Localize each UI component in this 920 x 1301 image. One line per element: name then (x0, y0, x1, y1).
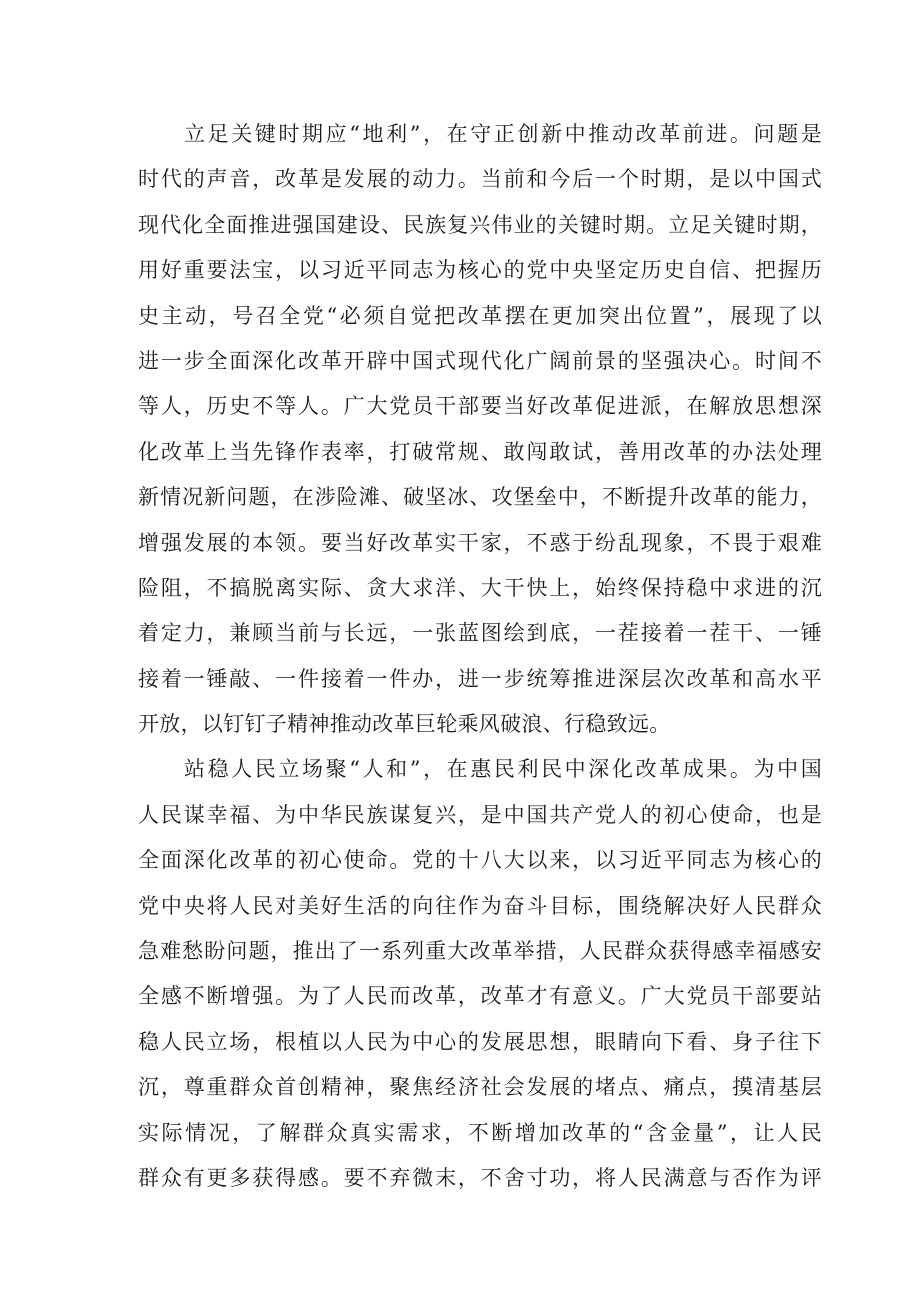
paragraph-line: 全面深化改革的初心使命。党的十八大以来，以习近平同志为核心的 (138, 848, 822, 873)
paragraph-line: 进一步全面深化改革开辟中国式现代化广阔前景的坚强决心。时间不 (138, 348, 822, 373)
paragraph-line: 接着一锤敲、一件接着一件办，进一步统筹推进深层次改革和高水平 (138, 666, 822, 691)
paragraph-line: 人民谋幸福、为中华民族谋复兴，是中国共产党人的初心使命，也是 (138, 802, 822, 827)
paragraph-line: 用好重要法宝，以习近平同志为核心的党中央坚定历史自信、把握历 (138, 258, 822, 283)
paragraph-line: 沉，尊重群众首创精神，聚焦经济社会发展的堵点、痛点，摸清基层 (138, 1075, 822, 1100)
paragraph-2 (138, 747, 822, 1201)
paragraph-line: 开放，以钉钉子精神推动改革巨轮乘风破浪、行稳致远。 (138, 712, 671, 737)
paragraph-line: 实际情况，了解群众真实需求，不断增加改革的“含金量”，让人民 (138, 1120, 822, 1145)
paragraph-line: 着定力，兼顾当前与长远，一张蓝图绘到底，一茬接着一茬干、一锤 (138, 621, 822, 646)
paragraph-line: 时代的声音，改革是发展的动力。当前和今后一个时期，是以中国式 (138, 167, 822, 192)
paragraph-line: 站稳人民立场聚“人和”，在惠民利民中深化改革成果。为中国 (184, 757, 822, 782)
paragraph-line: 立足关键时期应“地利”，在守正创新中推动改革前进。问题是 (184, 122, 822, 146)
paragraph-line: 现代化全面推进强国建设、民族复兴伟业的关键时期。立足关键时期， (138, 212, 822, 237)
paragraph-line: 稳人民立场，根植以人民为中心的发展思想，眼睛向下看、身子往下 (138, 1029, 822, 1054)
paragraph-line: 党中央将人民对美好生活的向往作为奋斗目标，围绕解决好人民群众 (138, 893, 822, 918)
paragraph-line: 群众有更多获得感。要不弃微末，不舍寸功，将人民满意与否作为评 (138, 1165, 822, 1190)
paragraph-line: 史主动，号召全党“必须自觉把改革摆在更加突出位置”，展现了以 (138, 303, 822, 328)
paragraph-line: 等人，历史不等人。广大党员干部要当好改革促进派，在解放思想深 (138, 394, 822, 419)
paragraph-line: 险阻，不搞脱离实际、贪大求洋、大干快上，始终保持稳中求进的沉 (138, 575, 822, 600)
body-text (138, 112, 822, 1201)
paragraph-line: 急难愁盼问题，推出了一系列重大改革举措，人民群众获得感幸福感安 (138, 939, 822, 964)
paragraph-line: 新情况新问题，在涉险滩、破坚冰、攻堡垒中，不断提升改革的能力， (138, 485, 822, 510)
paragraph-line: 增强发展的本领。要当好改革实干家，不惑于纷乱现象，不畏于艰难 (138, 530, 822, 555)
paragraph-1 (138, 112, 822, 747)
paragraph-line: 化改革上当先锋作表率，打破常规、敢闯敢试，善用改革的办法处理 (138, 439, 822, 464)
paragraph-line: 全感不断增强。为了人民而改革，改革才有意义。广大党员干部要站 (138, 984, 822, 1009)
